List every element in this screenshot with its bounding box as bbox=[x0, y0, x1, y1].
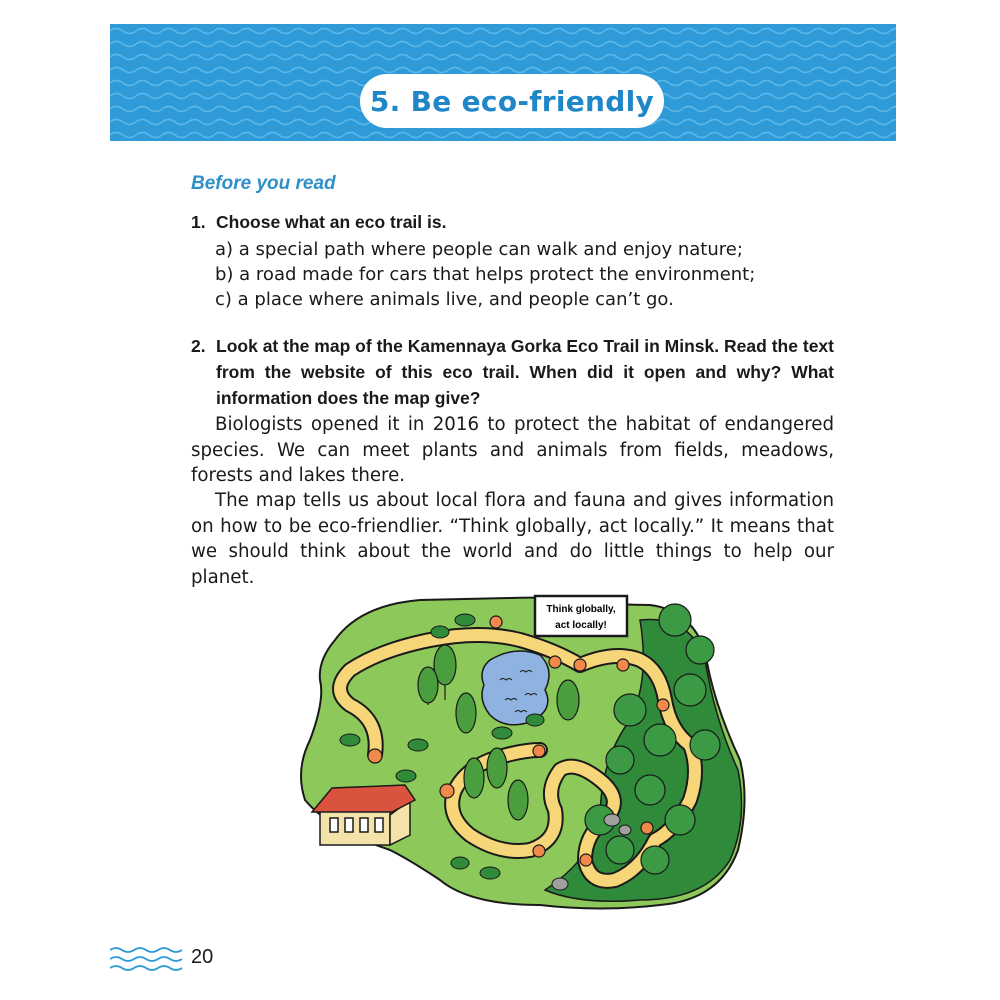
section-title: Before you read bbox=[191, 173, 336, 194]
option-c: c) a place where animals live, and people can’t go. bbox=[215, 289, 674, 310]
sign-line-1: Think globally, bbox=[546, 604, 616, 615]
question-1-number: 1. bbox=[191, 212, 206, 232]
sign-line-2: act locally! bbox=[555, 620, 607, 631]
footer-wave-icon bbox=[110, 944, 186, 974]
visitor-house bbox=[312, 785, 415, 845]
paragraph-2: The map tells us about local flora and fauna and gives information on how to be eco-friendlier. “Think globally, act locally.” It means that we should think about the world and do little things to help our planet. bbox=[191, 490, 834, 588]
question-2-text: Look at the map of the Kamennaya Gorka Eco Trail in Minsk. Read the text from the website of this eco trail. When did it open and why? What information does the map give? bbox=[216, 336, 834, 408]
option-a: a) a special path where people can walk and enjoy nature; bbox=[215, 239, 743, 260]
page-number: 20 bbox=[191, 946, 214, 968]
paragraph-1: Biologists opened it in 2016 to protect the habitat of endangered species. We can meet plants and animals from fields, meadows, forests and lakes there. bbox=[191, 414, 834, 486]
option-b: b) a road made for cars that helps protect the environment; bbox=[215, 264, 756, 285]
lake bbox=[482, 651, 549, 725]
question-2-number: 2. bbox=[191, 336, 206, 356]
chapter-title: 5. Be eco-friendly bbox=[369, 84, 655, 118]
question-1-text: Choose what an eco trail is. bbox=[216, 212, 447, 232]
